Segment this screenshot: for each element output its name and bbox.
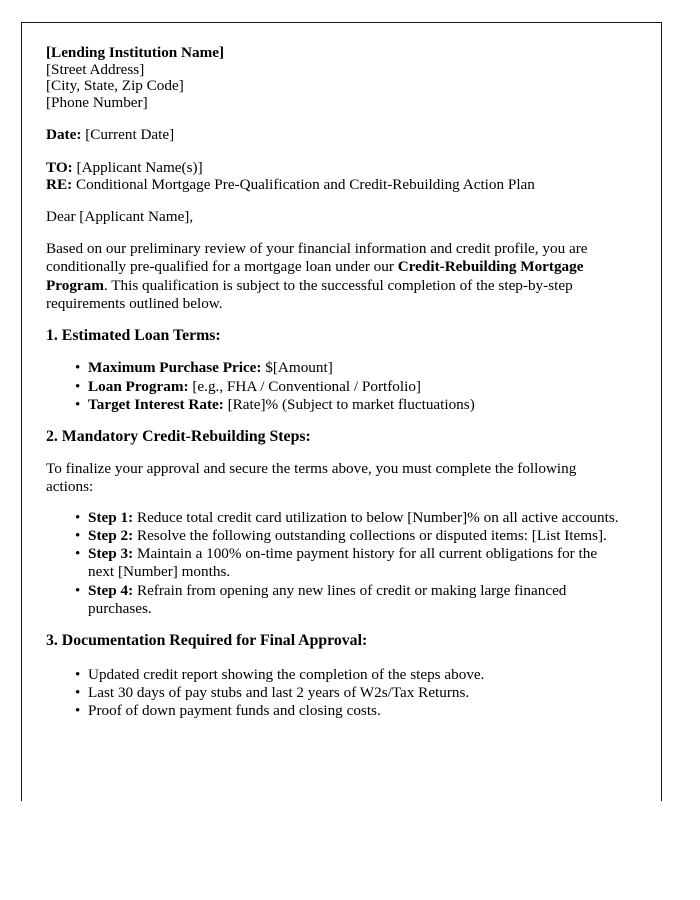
to-label: TO: bbox=[46, 158, 73, 176]
re-line bbox=[46, 177, 624, 194]
list-item bbox=[88, 396, 624, 414]
documentation-list bbox=[46, 666, 624, 721]
city-state-zip: [City, State, Zip Code] bbox=[46, 77, 184, 95]
loan-terms-list bbox=[46, 359, 624, 414]
date-line bbox=[46, 127, 624, 144]
program-name-bold: Credit-Rebuilding Mortgage Program bbox=[46, 258, 584, 294]
loan-term-value: $[Amount] bbox=[261, 359, 333, 377]
step-text: Resolve the following outstanding collections or disputed items: [List Items]. bbox=[133, 527, 607, 544]
document-content bbox=[46, 45, 624, 721]
spacer bbox=[46, 618, 624, 632]
loan-term-value: [e.g., FHA / Conventional / Portfolio] bbox=[188, 377, 421, 395]
re-value: Conditional Mortgage Pre-Qualification and Credit-Rebuilding Action Plan bbox=[75, 175, 535, 193]
list-item bbox=[88, 527, 624, 545]
step-label: Step 3: bbox=[88, 545, 134, 563]
spacer bbox=[46, 345, 624, 359]
step-text: Maintain a 100% on-time payment history for all current obligations for the next [Number] months. bbox=[88, 545, 598, 581]
loan-term-value: [Rate]% (Subject to market fluctuations) bbox=[223, 395, 475, 413]
to-line bbox=[46, 160, 624, 177]
spacer bbox=[46, 226, 624, 240]
date-label: Date: bbox=[46, 126, 82, 144]
loan-term-label: Target Interest Rate: bbox=[88, 395, 224, 413]
step-label: Step 2: bbox=[88, 527, 134, 544]
institution-name: [Lending Institution Name] bbox=[46, 44, 225, 61]
step-text: Refrain from opening any new lines of credit or making large financed purchases. bbox=[88, 581, 567, 617]
phone-number: [Phone Number] bbox=[46, 93, 148, 111]
list-item bbox=[88, 582, 624, 618]
letterhead bbox=[46, 45, 624, 111]
spacer bbox=[46, 650, 624, 666]
loan-term-label: Maximum Purchase Price: bbox=[88, 359, 262, 377]
list-item bbox=[88, 378, 624, 396]
salutation: Dear [Applicant Name], bbox=[46, 208, 194, 226]
section-1-heading: 1. Estimated Loan Terms: bbox=[46, 327, 221, 345]
document-page bbox=[21, 22, 662, 801]
loan-term-label: Loan Program: bbox=[88, 377, 189, 395]
to-value: [Applicant Name(s)] bbox=[76, 158, 203, 176]
list-item: • Last 30 days of pay stubs and last 2 years of W2s/Tax Returns. bbox=[88, 684, 624, 702]
spacer bbox=[46, 111, 624, 127]
spacer bbox=[46, 446, 624, 460]
list-item: • Proof of down payment funds and closing costs. bbox=[88, 702, 624, 720]
list-item bbox=[88, 359, 624, 377]
intro-paragraph bbox=[46, 240, 624, 314]
credit-steps-list bbox=[46, 509, 624, 618]
street-address: [Street Address] bbox=[46, 60, 145, 78]
section-3-heading: 3. Documentation Required for Final Approval: bbox=[46, 632, 368, 650]
step-label: Step 4: bbox=[88, 581, 134, 599]
intro-text-part2: . This qualification is subject to the successful completion of the step-by-step requirements outlined below. bbox=[46, 276, 573, 312]
section-2-heading: 2. Mandatory Credit-Rebuilding Steps: bbox=[46, 427, 311, 445]
spacer bbox=[46, 414, 624, 428]
spacer bbox=[46, 144, 624, 160]
spacer bbox=[46, 497, 624, 509]
date-value: [Current Date] bbox=[85, 126, 175, 144]
spacer bbox=[46, 313, 624, 327]
list-item: • Updated credit report showing the completion of the steps above. bbox=[88, 666, 624, 684]
re-label: RE: bbox=[46, 175, 73, 193]
spacer bbox=[46, 193, 624, 209]
list-item bbox=[88, 509, 624, 527]
section-2-intro: To finalize your approval and secure the terms above, you must complete the following actions: bbox=[46, 459, 577, 496]
list-item bbox=[88, 545, 624, 581]
step-label: Step 1: bbox=[88, 508, 134, 526]
step-text: Reduce total credit card utilization to below [Number]% on all active accounts. bbox=[133, 508, 619, 526]
intro-text-part1: Based on our preliminary review of your financial information and credit profile, you are conditionally pre-qualified for a mortgage loan under our bbox=[46, 239, 588, 276]
